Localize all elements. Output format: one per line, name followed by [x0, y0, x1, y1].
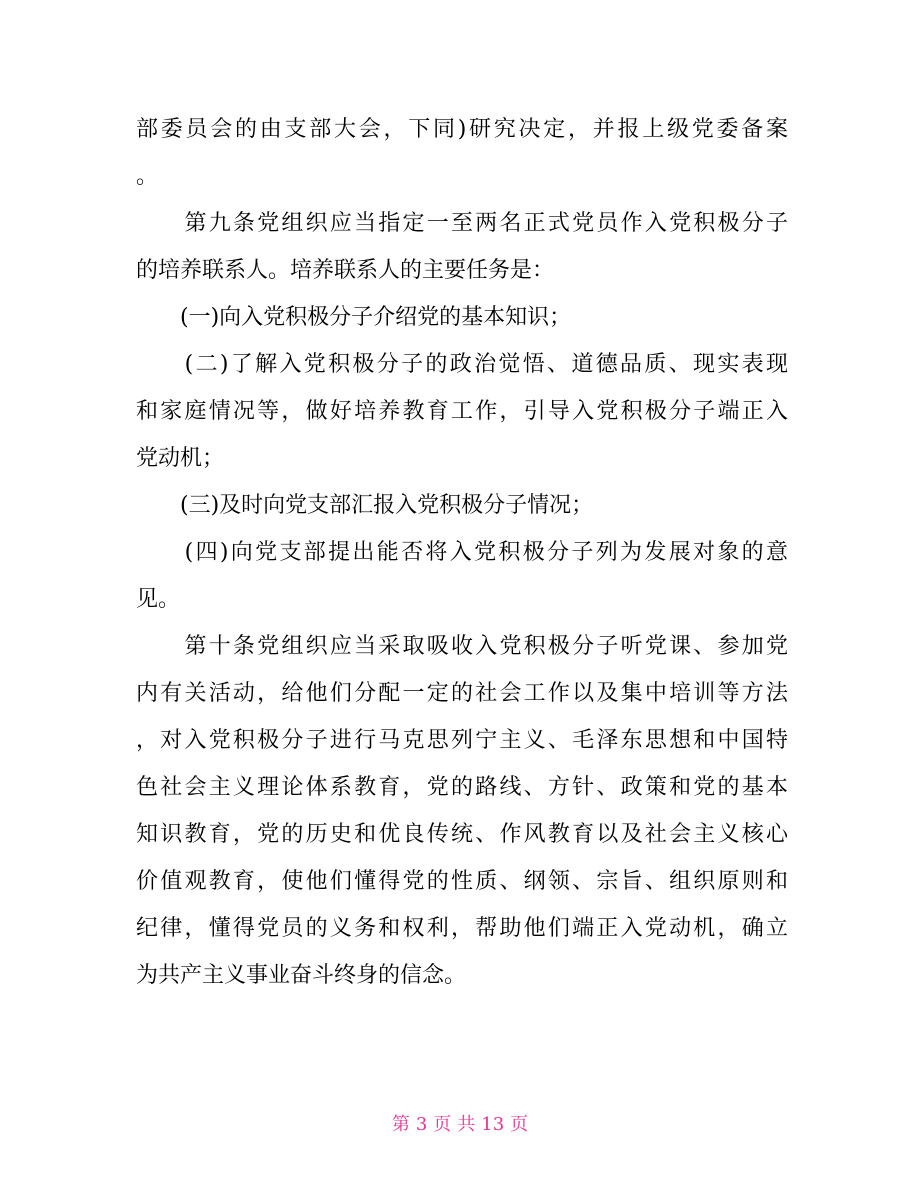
text-line: 部委员会的由支部大会，下同)研究决定，并报上级党委备案 — [136, 117, 788, 142]
text-line: ，对入党积极分子进行马克思列宁主义、毛泽东思想和中国特 — [136, 728, 788, 753]
text-line: (四)向党支部提出能否将入党积极分子列为发展对象的意 — [136, 540, 788, 565]
text-line: 内有关活动，给他们分配一定的社会工作以及集中培训等方法 — [136, 681, 788, 706]
page-footer — [0, 1110, 920, 1136]
footer-suffix: 页 — [510, 1114, 529, 1135]
text-line: 。 — [136, 164, 159, 189]
text-line: 党动机； — [136, 446, 225, 471]
text-line: 为共产主义事业奋斗终身的信念。 — [136, 963, 467, 988]
text-line: 色社会主义理论体系教育，党的路线、方针、政策和党的基本 — [136, 775, 788, 800]
text-line: 见。 — [136, 587, 181, 612]
text-line: 和家庭情况等，做好培养教育工作，引导入党积极分子端正入 — [136, 399, 788, 424]
text-line: (二)了解入党积极分子的政治觉悟、道德品质、现实表现 — [136, 352, 788, 377]
text-line: 第十条党组织应当采取吸收入党积极分子听党课、参加党 — [136, 634, 788, 659]
text-line: (三)及时向党支部汇报入党积极分子情况； — [136, 493, 594, 518]
text-line: (一)向入党积极分子介绍党的基本知识； — [136, 305, 572, 330]
footer-page-word: 页 — [433, 1114, 452, 1135]
text-line: 价值观教育，使他们懂得党的性质、纲领、宗旨、组织原则和 — [136, 869, 788, 894]
body-text — [136, 106, 788, 999]
footer-prefix: 第 — [391, 1114, 410, 1135]
text-line: 纪律，懂得党员的义务和权利，帮助他们端正入党动机，确立 — [136, 916, 788, 941]
text-line: 的培养联系人。培养联系人的主要任务是： — [136, 258, 555, 283]
footer-total-word: 共 — [457, 1114, 476, 1135]
text-line: 第九条党组织应当指定一至两名正式党员作入党积极分子 — [136, 211, 788, 236]
text-line: 知识教育，党的历史和优良传统、作风教育以及社会主义核心 — [136, 822, 788, 847]
footer-current-page: 3 — [415, 1114, 428, 1135]
footer-total-pages: 13 — [481, 1114, 505, 1135]
